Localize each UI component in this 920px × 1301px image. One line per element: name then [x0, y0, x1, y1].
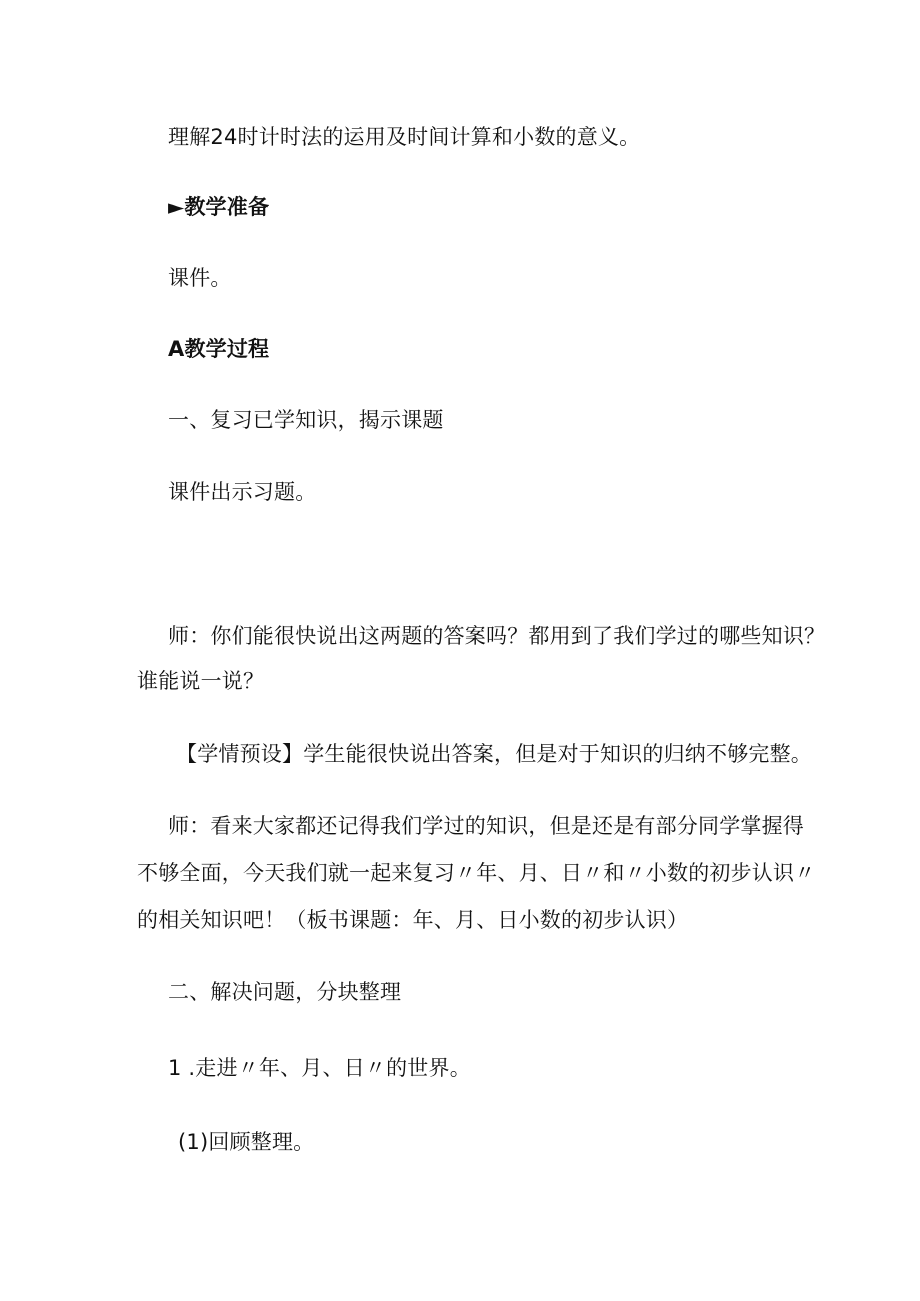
- teacher-question-line-1: 师：你们能很快说出这两题的答案吗？都用到了我们学过的哪些知识？: [168, 624, 826, 648]
- item-one-paragraph: 1 .走进〃年、月、日〃的世界。: [168, 1056, 471, 1080]
- heading-teaching-preparation: ►教学准备: [168, 195, 270, 219]
- objective-paragraph: 理解24时计时法的运用及时间计算和小数的意义。: [168, 125, 641, 149]
- teacher-question-line-2: 谁能说一说？: [137, 669, 265, 693]
- section-one-paragraph: 课件出示习题。: [168, 480, 317, 504]
- heading-teaching-process: A教学过程: [168, 337, 270, 361]
- section-two-title: 二、解决问题，分块整理: [168, 980, 402, 1004]
- section-one-title: 一、复习已学知识，揭示课题: [168, 408, 444, 432]
- teacher-summary-line-1: 师：看来大家都还记得我们学过的知识，但是还是有部分同学掌握得: [168, 814, 804, 838]
- sub-item-review-paragraph: (1)回顾整理。: [178, 1130, 315, 1154]
- teacher-summary-line-3: 的相关知识吧！（板书课题：年、月、日小数的初步认识）: [137, 908, 689, 932]
- preparation-paragraph: 课件。: [168, 266, 232, 290]
- teacher-summary-line-2: 不够全面，今天我们就一起来复习〃年、月、日〃和〃小数的初步认识〃: [137, 861, 816, 885]
- learning-preset-paragraph: 【学情预设】学生能很快说出答案，但是对于知识的归纳不够完整。: [176, 742, 812, 766]
